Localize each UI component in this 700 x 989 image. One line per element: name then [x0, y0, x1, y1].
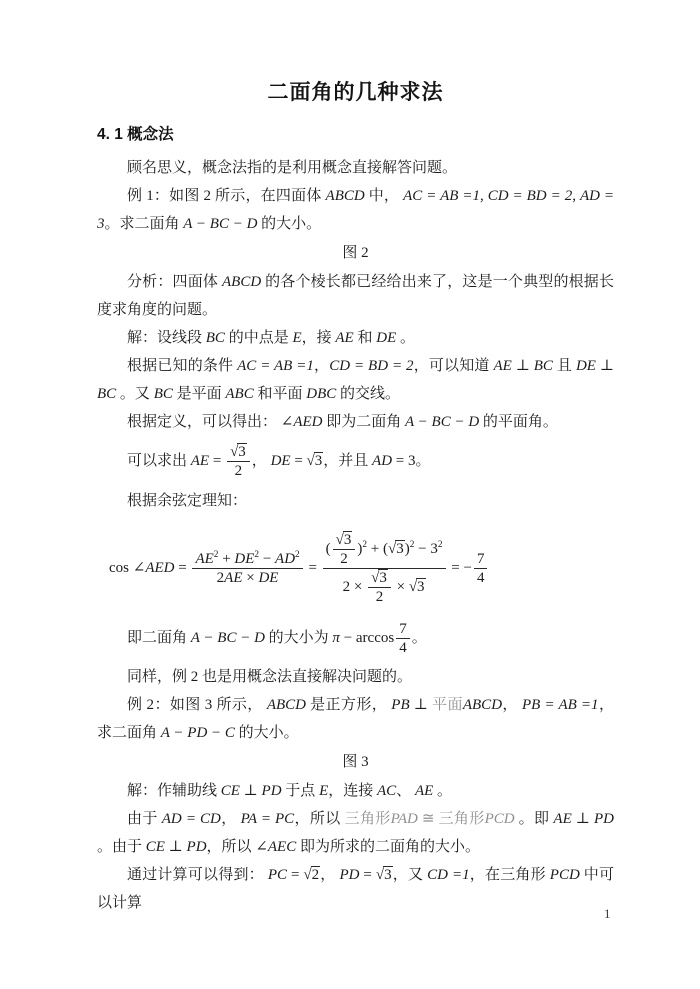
analysis-paragraph [97, 268, 614, 324]
text-run: 于点 [281, 783, 320, 799]
math-run: AC [377, 783, 397, 799]
text-run: 的各个棱长都已经给出来了，这是一个典型的根据长度求角度的问题。 [97, 274, 614, 318]
math-run: AE [414, 783, 434, 799]
text-run: ， [220, 811, 241, 827]
math-run: DE [258, 570, 279, 586]
math-run: − [259, 551, 276, 567]
text-run: , [572, 188, 580, 204]
congruence-paragraph [97, 805, 614, 861]
math-run: A − BC − D [190, 629, 265, 646]
calculation-paragraph [97, 861, 614, 917]
text-run: 的中点是 [224, 330, 293, 346]
gray-math-run: PCD [484, 811, 515, 827]
math-run: 3 [379, 570, 387, 586]
math-run: 2 [311, 867, 320, 883]
math-run: CE ⊥ PD [220, 783, 282, 799]
text-run: ，所以 [294, 811, 345, 827]
text-run: ，接 [301, 330, 336, 346]
fraction-numerator [227, 443, 250, 462]
fraction [192, 550, 302, 587]
math-run: 2 [340, 551, 348, 567]
math-run: DE [376, 330, 397, 346]
gray-text-run: ≅ [417, 811, 439, 827]
fraction-numerator [474, 550, 488, 569]
text-run: ， [320, 867, 340, 883]
text-run: ，并且 [323, 452, 373, 469]
sqrt-expression [307, 452, 324, 469]
math-run: CD = BD = 2 [329, 358, 414, 374]
superscript: 2 [254, 550, 260, 560]
text-run: 是平面 [172, 386, 226, 402]
radical-sign: √ [371, 570, 379, 586]
math-run: A − BC − D [183, 216, 258, 232]
text-run: ， [251, 452, 271, 469]
math-run: AC = AB =1 [403, 188, 480, 204]
example1-paragraph [97, 182, 614, 238]
fraction-denominator [227, 462, 250, 480]
math-run: ) [357, 540, 363, 557]
solution2-paragraph [97, 777, 614, 805]
math-run: DBC [306, 386, 337, 402]
math-run: 2 [375, 589, 384, 605]
fraction [396, 620, 410, 657]
fraction-denominator [333, 550, 356, 568]
math-run: ABC [225, 386, 254, 402]
text-run: 的交线。 [336, 386, 400, 402]
text-run: 。即 [514, 811, 554, 827]
math-run: = 3 [392, 452, 416, 469]
math-run: DE [234, 551, 255, 567]
radicand [383, 866, 393, 883]
fraction-numerator [396, 620, 410, 639]
radical-sign: √ [303, 867, 311, 883]
sqrt-expression [409, 578, 426, 595]
text-run: 例 1：如图 2 所示，在四面体 [127, 188, 326, 204]
text-run: 。 [415, 452, 431, 469]
math-run: PA = PC [240, 811, 295, 827]
text-run: 中可以计算 [97, 867, 614, 911]
text-run: 的平面角。 [479, 414, 558, 430]
fraction-denominator [323, 569, 446, 606]
definition-paragraph [97, 408, 614, 436]
fraction [333, 531, 356, 568]
radicand [237, 443, 247, 460]
math-run: PD [339, 867, 360, 883]
page-title: 二面角的几种求法 [267, 81, 444, 104]
math-run: PC [267, 867, 287, 883]
sqrt-expression [371, 569, 388, 586]
math-run: ) [404, 540, 410, 557]
math-run: = [209, 452, 226, 469]
text-run: 根据余弦定理知： [127, 493, 248, 509]
math-run: 3 [314, 452, 323, 469]
text-run: 解：作辅助线 [127, 783, 221, 799]
math-run: 2 [234, 463, 243, 479]
math-run: = [359, 867, 376, 883]
radicand [416, 578, 426, 595]
text-run: 解：设线段 [127, 330, 206, 346]
math-run: AE [190, 452, 210, 469]
math-run: 3 [343, 532, 352, 548]
math-run: DE [270, 452, 291, 469]
dihedral-result-paragraph [97, 620, 614, 657]
text-run: ，在三角形 [469, 867, 550, 883]
radicand [378, 569, 388, 586]
fraction-numerator [368, 569, 391, 588]
math-run: BC [205, 330, 225, 346]
fraction [227, 443, 250, 480]
sqrt-expression [230, 443, 247, 460]
text-run: 。由于 [97, 839, 146, 855]
math-run: E [319, 783, 329, 799]
math-run: + ( [367, 540, 389, 557]
math-run: 7 [476, 551, 485, 567]
sqrt-expression [336, 531, 353, 548]
math-run: AE [335, 330, 354, 346]
math-run: ABCD [325, 188, 365, 204]
gray-text-run: 平面 [432, 697, 463, 713]
cosine-formula [97, 531, 614, 606]
cosine-rule-intro [97, 487, 614, 515]
text-run: 、 [396, 783, 415, 799]
math-run: CD =1 [427, 867, 470, 883]
text-run: , [480, 188, 488, 204]
text-run: 和 [353, 330, 377, 346]
fraction-numerator [192, 550, 302, 569]
sqrt-expression [388, 540, 405, 557]
math-run: × [242, 570, 259, 586]
text-run: 顾名思义，概念法指的是利用概念直接解答问题。 [127, 160, 458, 176]
math-run: AD [372, 452, 393, 469]
gray-text-run: 三角形 [438, 811, 485, 827]
text-run: 通过计算可以得到： [127, 867, 268, 883]
text-run: 分析：四面体 [127, 274, 222, 290]
text-run: ，连接 [328, 783, 377, 799]
page-number: 1 [604, 906, 611, 921]
math-run: ( [325, 540, 331, 557]
math-run: AD = 3 [97, 188, 615, 232]
text-run: 。 [411, 629, 427, 646]
text-run: 。求二面角 [104, 216, 184, 232]
text-run: 。又 [116, 386, 154, 402]
text-run: 。 [396, 330, 415, 346]
text-run: 同样，例 2 也是用概念法直接解决问题的。 [127, 669, 413, 685]
math-run: cos [109, 559, 129, 576]
text-run: 的大小为 [264, 629, 333, 646]
text-run: 可以求出 [127, 452, 191, 469]
fraction [474, 550, 488, 587]
text-run: ，所以 [206, 839, 256, 855]
computed-lengths-paragraph [97, 443, 614, 480]
math-run: ∠AED [129, 559, 175, 576]
gray-text-run: 三角形 [344, 811, 391, 827]
text-run: 根据定义，可以得出： [127, 414, 281, 430]
radical-sign: √ [408, 578, 417, 595]
math-run: 3 [238, 444, 246, 460]
math-run: AD = CD [161, 811, 221, 827]
fraction-denominator [396, 639, 410, 657]
figure2-caption [97, 239, 614, 267]
math-run: PB = AB =1 [521, 697, 599, 713]
math-run: 3 [417, 578, 425, 595]
text-run: 根据已知的条件 [127, 358, 238, 374]
radical-sign: √ [306, 452, 314, 469]
fraction [323, 531, 446, 606]
math-run: 4 [476, 570, 485, 586]
math-run: − arccos [339, 629, 395, 646]
gray-math-run: PAD [390, 811, 418, 827]
text-run: 即为二面角 [322, 414, 406, 430]
math-run: AE [195, 551, 214, 567]
math-run: AE ⊥ PD [553, 811, 614, 827]
radical-sign: √ [388, 540, 396, 557]
math-run: ABCD [266, 697, 306, 713]
math-run: = − [447, 559, 472, 576]
math-run: 4 [399, 640, 407, 656]
text-run: ， [313, 358, 330, 374]
math-run: PCD [549, 867, 580, 883]
math-run: PB [391, 697, 410, 713]
radicand [311, 866, 321, 883]
text-run: 即为所求的二面角的大小。 [296, 839, 480, 855]
math-run: 3 [384, 867, 392, 883]
radicand [343, 531, 353, 548]
math-run: = [286, 867, 304, 883]
text-run: ，可以知道 [413, 358, 494, 374]
math-run: 7 [399, 621, 407, 637]
text-run: ，又 [392, 867, 428, 883]
example2-intro-paragraph [97, 663, 614, 691]
radical-sign: √ [375, 867, 384, 883]
text-run: 是正方形， [305, 697, 392, 713]
math-run: ABCD [462, 697, 503, 713]
math-run: A − BC − D [405, 414, 480, 430]
superscript: 2 [437, 539, 443, 550]
fraction [368, 569, 391, 606]
radicand [395, 540, 405, 557]
superscript: 2 [295, 550, 300, 560]
math-run: AC = AB =1 [237, 358, 314, 374]
superscript: 2 [409, 539, 415, 550]
math-run: + [218, 551, 235, 567]
figure3-caption [97, 748, 614, 776]
intro-paragraph [97, 154, 614, 182]
text-run: 的大小。 [234, 725, 299, 741]
text-run: ， [502, 697, 522, 713]
text-run: 由于 [127, 811, 162, 827]
math-run: ∠AED [280, 414, 323, 430]
math-run: DE ⊥ BC [97, 358, 614, 402]
math-run: ⊥ [409, 697, 433, 713]
solution1-paragraph [97, 324, 614, 352]
radical-sign: √ [230, 444, 238, 460]
math-run: AD [275, 551, 296, 567]
math-run: π [332, 629, 340, 646]
text-run: 和平面 [253, 386, 307, 402]
text-run: 图 3 [342, 754, 369, 770]
math-run: 2 [216, 570, 225, 586]
math-run: AE [224, 570, 243, 586]
example2-paragraph [97, 691, 614, 747]
radicand [314, 452, 324, 469]
math-run: ABCD [222, 274, 262, 290]
text-run: 的大小。 [257, 216, 322, 232]
fraction-numerator [323, 531, 446, 569]
math-run: E [292, 330, 302, 346]
fraction-numerator [333, 531, 356, 550]
text-run: 且 [552, 358, 576, 374]
fraction-denominator [368, 588, 391, 606]
text-run: 中， [364, 188, 404, 204]
math-run: = [304, 559, 321, 576]
math-run: = [174, 559, 191, 576]
text-run: ，求二面角 [97, 697, 614, 741]
superscript: 2 [362, 539, 368, 550]
sqrt-expression [303, 866, 320, 883]
math-run: CD = BD = 2 [487, 188, 573, 204]
math-run: − 3 [414, 540, 438, 557]
radical-sign: √ [335, 532, 343, 548]
math-run: 3 [396, 540, 404, 557]
math-run: AE ⊥ BC [493, 358, 553, 374]
text-run: 即二面角 [127, 629, 191, 646]
text-run: 例 2：如图 3 所示， [127, 697, 267, 713]
section-heading: 4. 1 概念法 [97, 126, 174, 143]
text-run: 图 2 [342, 245, 369, 261]
text-run: 。 [433, 783, 453, 799]
sqrt-expression [376, 866, 393, 883]
fraction-denominator [474, 569, 488, 587]
math-run: × [392, 578, 409, 595]
document-body [97, 154, 614, 917]
math-run: ∠AEC [255, 839, 297, 855]
given-conditions-paragraph [97, 352, 614, 408]
math-run: 2 × [342, 578, 367, 595]
superscript: 2 [213, 550, 219, 560]
math-run: CE ⊥ PD [145, 839, 207, 855]
math-run: = [290, 452, 307, 469]
fraction-denominator [192, 569, 302, 587]
math-run: BC [153, 386, 173, 402]
math-run: A − PD − C [160, 725, 235, 741]
